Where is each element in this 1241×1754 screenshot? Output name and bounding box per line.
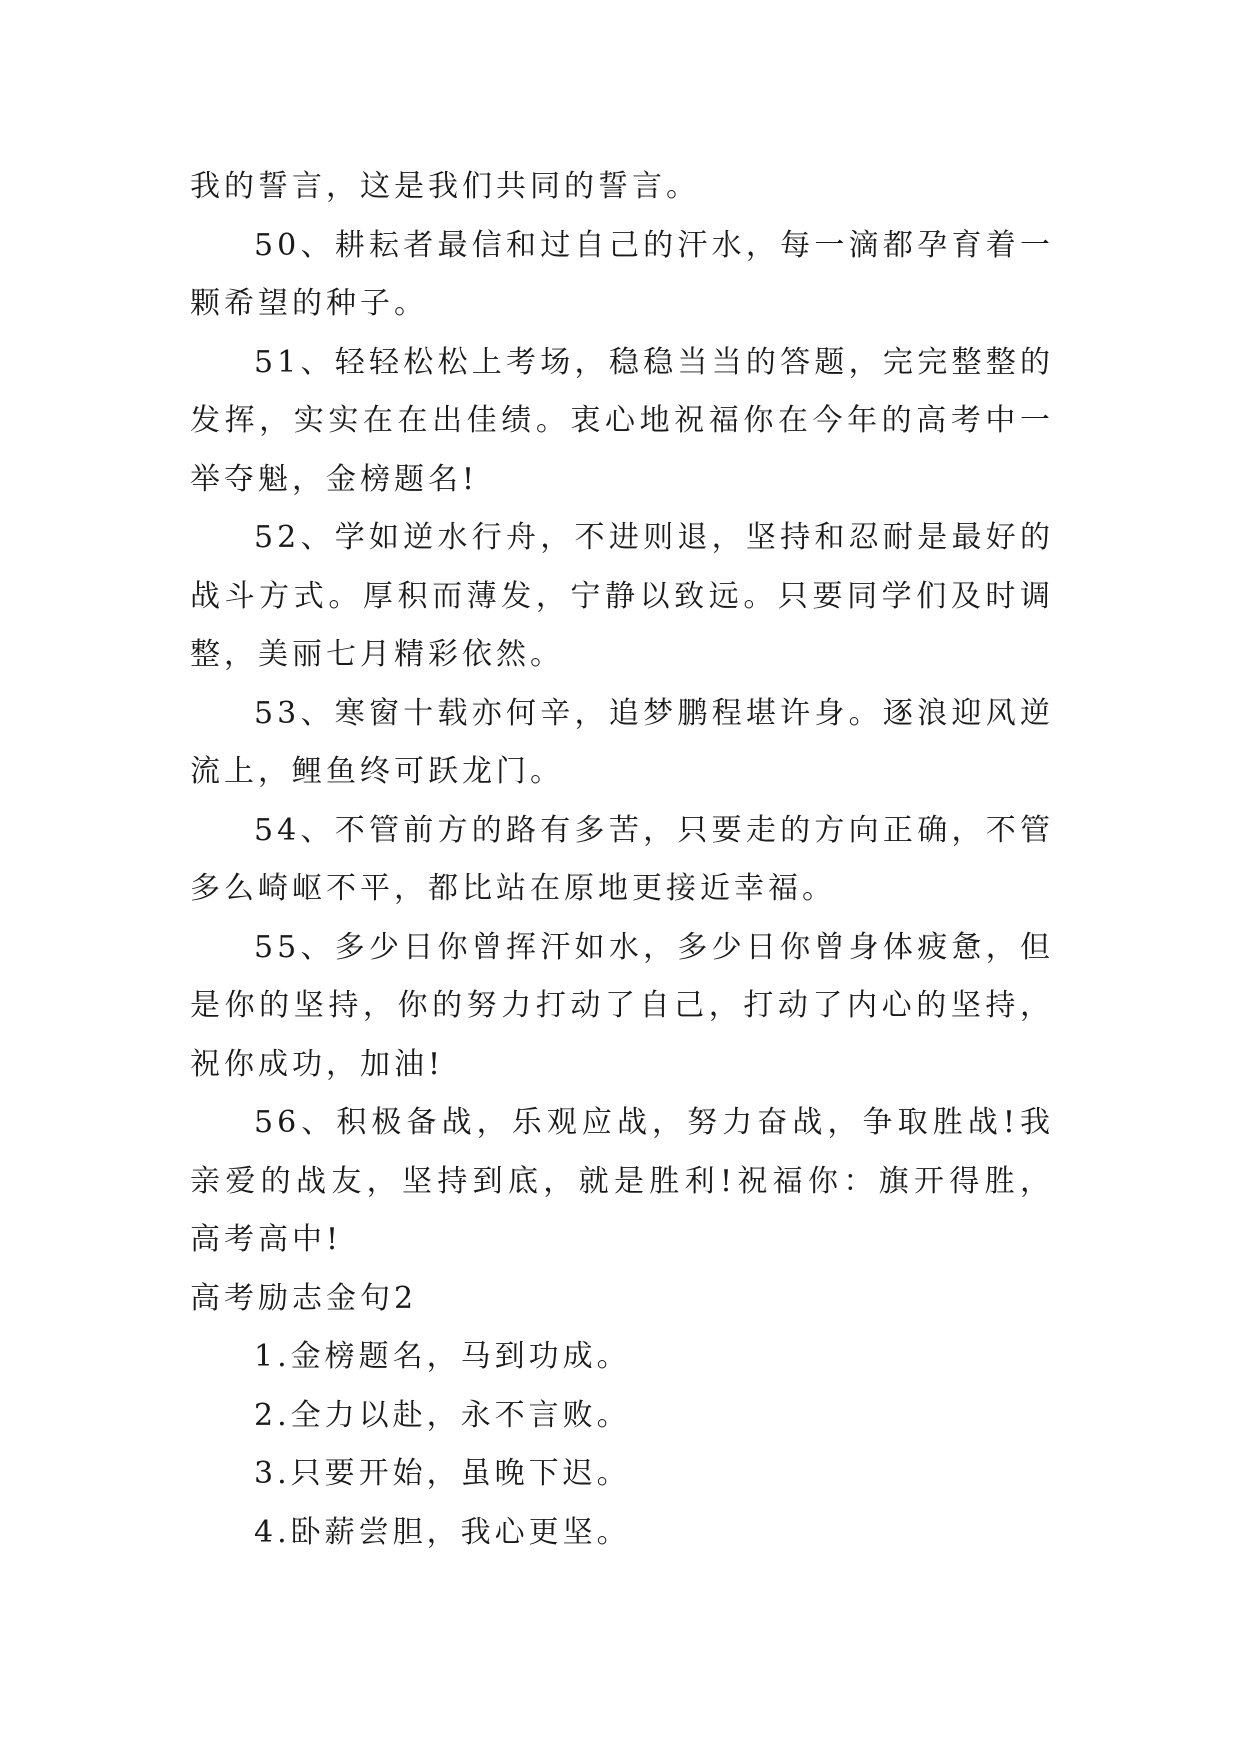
paragraph-55: 55、多少日你曾挥汗如水，多少日你曾身体疲惫，但是你的坚持，你的努力打动了自己，打动了内心的坚持，祝你成功，加油! [190, 929, 1054, 1082]
paragraph-53: 53、寒窗十载亦何辛，追梦鹏程堪许身。逐浪迎风逆流上，鲤鱼终可跃龙门。 [190, 695, 1054, 789]
paragraph-51: 51、轻轻松松上考场，稳稳当当的答题，完完整整的发挥，实实在在出佳绩。衷心地祝福你在今年的高考中一举夺魁，金榜题名! [190, 344, 1054, 497]
paragraph-56: 56、积极备战，乐观应战，努力奋战，争取胜战!我亲爱的战友，坚持到底，就是胜利!祝福你：旗开得胜，高考高中! [190, 1105, 1054, 1257]
paragraph-52: 52、学如逆水行舟，不进则退，坚持和忍耐是最好的战斗方式。厚积而薄发，宁静以致远。只要同学们及时调整，美丽七月精彩依然。 [190, 520, 1054, 672]
section-heading: 高考励志金句2 [190, 1280, 418, 1316]
list-item-2: 2.全力以赴，永不言败。 [254, 1397, 631, 1433]
document-page [190, 158, 1054, 1562]
list-item-4: 4.卧薪尝胆，我心更坚。 [254, 1514, 631, 1550]
paragraph-50: 50、耕耘者最信和过自己的汗水，每一滴都孕育着一颗希望的种子。 [190, 227, 1054, 321]
list-item-1: 1.金榜题名，马到功成。 [254, 1339, 631, 1374]
list-item-3: 3.只要开始，虽晚下迟。 [254, 1456, 631, 1491]
paragraph-54: 54、不管前方的路有多苦，只要走的方向正确，不管多么崎岖不平，都比站在原地更接近幸福。 [190, 812, 1054, 906]
paragraph: 我的誓言，这是我们共同的誓言。 [190, 169, 700, 204]
